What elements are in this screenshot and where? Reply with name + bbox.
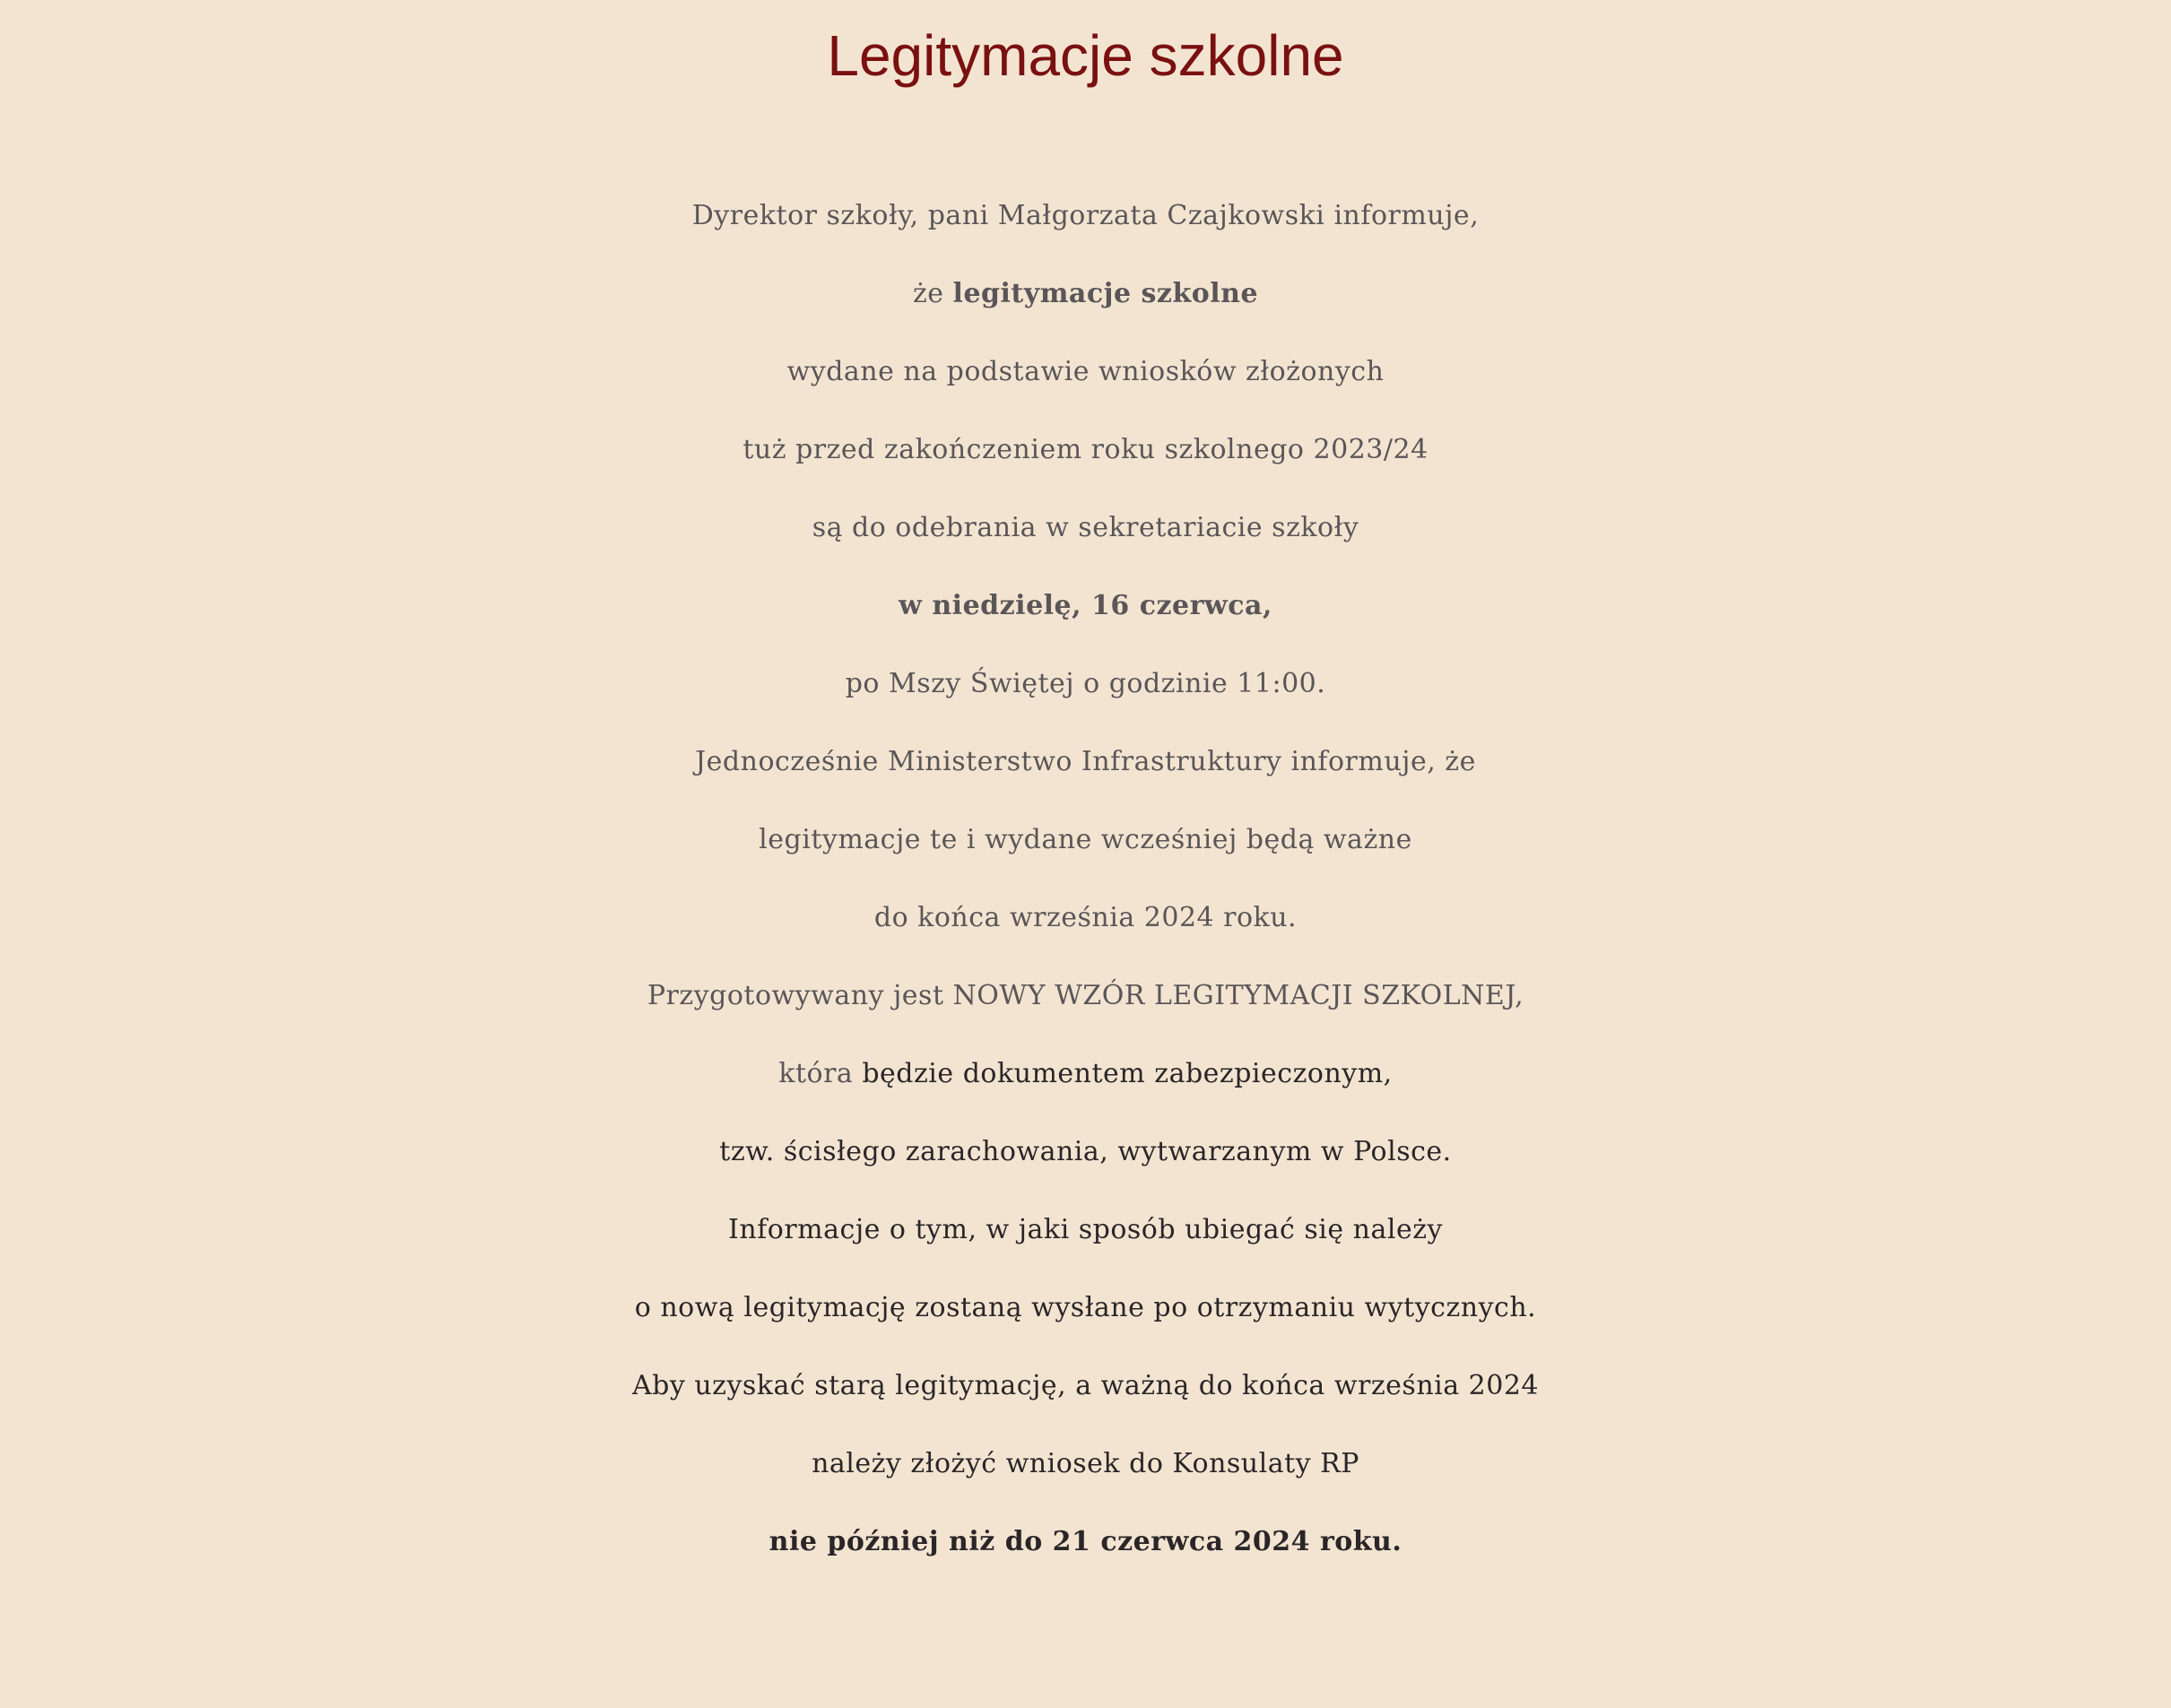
- paragraph-line: po Mszy Świętej o godzinie 11:00.: [845, 668, 1326, 699]
- line-text: która: [778, 1058, 863, 1089]
- page-title: Legitymacje szkolne: [827, 23, 1344, 88]
- paragraph-line: tuż przed zakończeniem roku szkolnego 2023/24: [742, 434, 1429, 465]
- paragraph-line: o nową legitymację zostaną wysłane po otrzymaniu wytycznych.: [634, 1292, 1537, 1323]
- date-line: w niedzielę, 16 czerwca,: [899, 590, 1272, 621]
- paragraph-line: [0, 256, 2171, 333]
- paragraph-line: Dyrektor szkoły, pani Małgorzata Czajkowski informuje,: [691, 200, 1480, 231]
- line-text: że: [912, 278, 953, 309]
- paragraph-line: [0, 1036, 2171, 1113]
- paragraph-line: należy złożyć wniosek do Konsulaty RP: [812, 1448, 1359, 1479]
- paragraph-line: tzw. ścisłego zarachowania, wytwarzanym w Polsce.: [719, 1136, 1452, 1167]
- line-text: będzie dokumentem zabezpieczonym,: [862, 1058, 1393, 1089]
- paragraph-line: Jednocześnie Ministerstwo Infrastruktury informuje, że: [695, 746, 1476, 777]
- paragraph-line: Informacje o tym, w jaki sposób ubiegać się należy: [728, 1214, 1443, 1245]
- paragraph-line: są do odebrania w sekretariacie szkoły: [812, 512, 1359, 543]
- paragraph-line: do końca września 2024 roku.: [873, 902, 1298, 933]
- paragraph-line: Przygotowywany jest NOWY WZÓR LEGITYMACJI SZKOLNEJ,: [647, 980, 1524, 1011]
- paragraph-line: legitymacje te i wydane wcześniej będą ważne: [759, 824, 1412, 855]
- emphasis-text: legitymacje szkolne: [952, 278, 1259, 309]
- paragraph-line: Aby uzyskać starą legitymację, a ważną do końca września 2024: [631, 1370, 1540, 1401]
- deadline-line: nie później niż do 21 czerwca 2024 roku.: [769, 1526, 1402, 1557]
- paragraph-line: wydane na podstawie wniosków złożonych: [786, 356, 1385, 387]
